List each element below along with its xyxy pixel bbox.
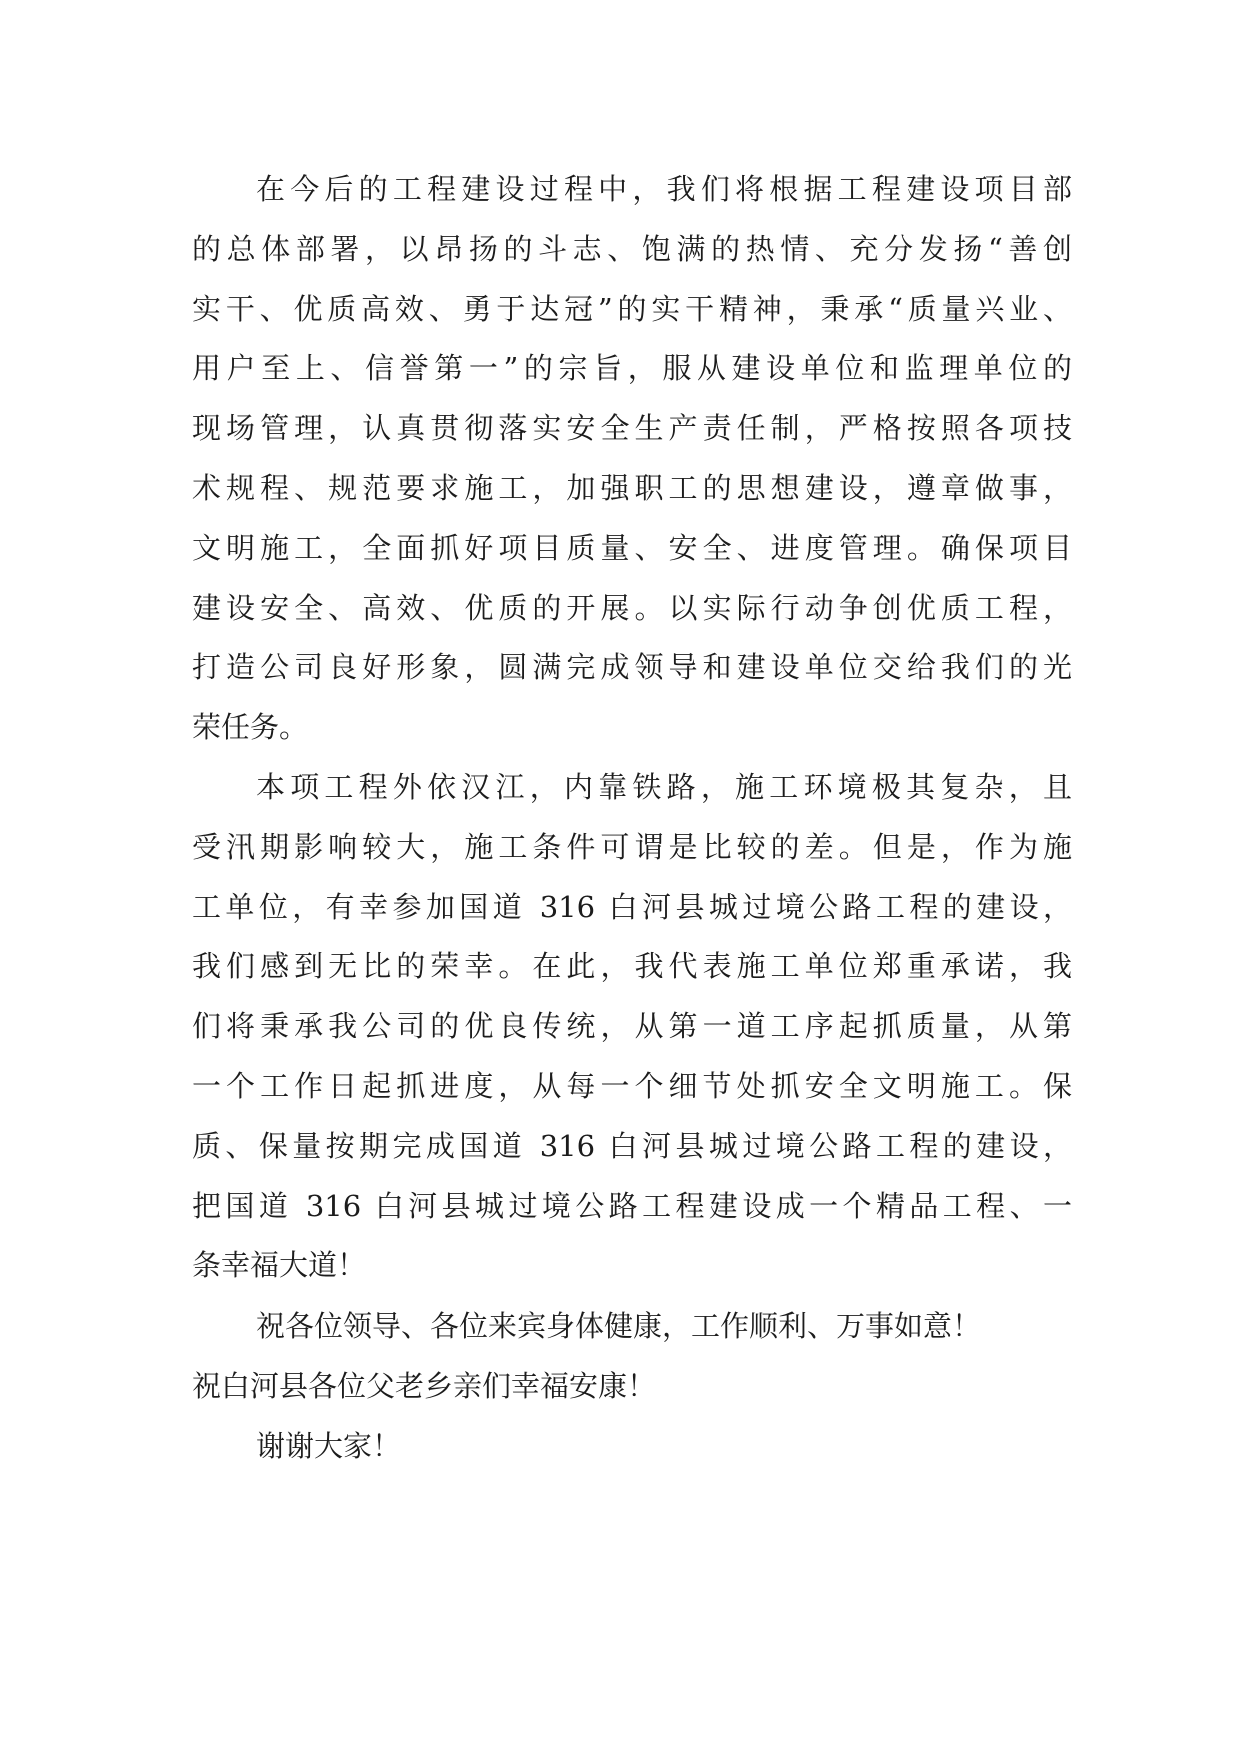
paragraph-line: 谢谢大家！ [256, 1429, 402, 1464]
paragraph-line: 把国道 316 白河县城过境公路工程建设成一个精品工程、一 [192, 1188, 1072, 1223]
paragraph-thanks [192, 1416, 1072, 1476]
paragraph-line: 在今后的工程建设过程中，我们将根据工程建设项目部 [256, 172, 1072, 206]
paragraph-project-pledge [192, 758, 1072, 1296]
paragraph-line: 本项工程外依汉江，内靠铁路，施工环境极其复杂，且 [256, 769, 1072, 804]
paragraph-line: 一个工作日起抓进度，从每一个细节处抓安全文明施工。保 [192, 1068, 1072, 1103]
paragraph-commitment [192, 160, 1072, 758]
paragraph-line: 条幸福大道！ [192, 1248, 367, 1283]
paragraph-line: 文明施工，全面抓好项目质量、安全、进度管理。确保项目 [192, 530, 1072, 565]
paragraph-line: 受汛期影响较大，施工条件可谓是比较的差。但是，作为施 [192, 829, 1072, 864]
paragraph-line: 现场管理，认真贯彻落实安全生产责任制，严格按照各项技 [192, 411, 1072, 446]
paragraph-line: 我们感到无比的荣幸。在此，我代表施工单位郑重承诺，我 [192, 949, 1072, 984]
paragraph-line: 实干、优质高效、勇于达冠”的实干精神，秉承“质量兴业、 [192, 291, 1072, 326]
paragraph-wishes [192, 1296, 1072, 1416]
paragraph-line: 们将秉承我公司的优良传统，从第一道工序起抓质量，从第 [192, 1009, 1072, 1044]
paragraph-line: 工单位，有幸参加国道 316 白河县城过境公路工程的建设， [192, 889, 1072, 924]
paragraph-line: 质、保量按期完成国道 316 白河县城过境公路工程的建设， [192, 1128, 1072, 1163]
paragraph-line: 荣任务。 [192, 710, 309, 745]
paragraph-line: 术规程、规范要求施工，加强职工的思想建设，遵章做事， [192, 470, 1072, 505]
paragraph-line: 祝各位领导、各位来宾身体健康，工作顺利、万事如意！ [256, 1309, 982, 1344]
paragraph-line: 的总体部署，以昂扬的斗志、饱满的热情、充分发扬“善创 [192, 231, 1072, 266]
paragraph-line: 打造公司良好形象，圆满完成领导和建设单位交给我们的光 [192, 650, 1072, 685]
paragraph-line: 祝白河县各位父老乡亲们幸福安康！ [192, 1369, 657, 1404]
paragraph-line: 用户至上、信誉第一”的宗旨，服从建设单位和监理单位的 [192, 351, 1072, 386]
document-body [192, 160, 1072, 1476]
paragraph-line: 建设安全、高效、优质的开展。以实际行动争创优质工程， [192, 590, 1072, 625]
